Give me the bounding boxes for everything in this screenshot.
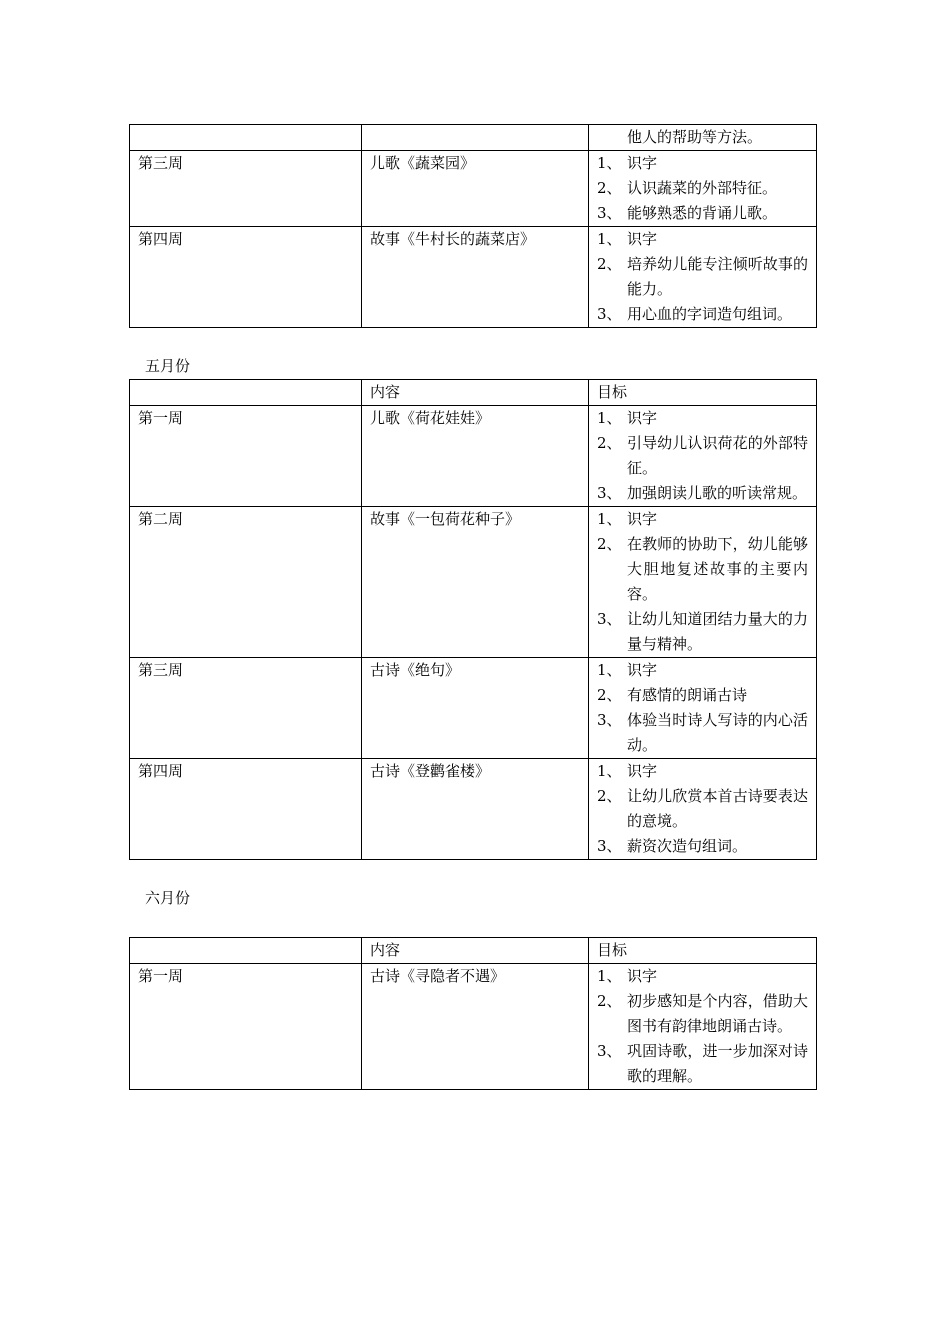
content-cell: 儿歌《荷花娃娃》 bbox=[362, 406, 589, 507]
goal-item bbox=[597, 532, 808, 607]
month-label-may: 五月份 bbox=[145, 357, 191, 375]
goal-text: 让幼儿欣赏本首古诗要表达的意境。 bbox=[627, 787, 808, 830]
goal-text: 识字 bbox=[627, 230, 658, 248]
table-row bbox=[130, 151, 817, 227]
goal-cell bbox=[589, 964, 817, 1090]
goal-number: 2、 bbox=[597, 535, 622, 553]
goal-text: 引导幼儿认识荷花的外部特征。 bbox=[627, 434, 808, 477]
goal-item bbox=[597, 176, 808, 201]
goal-number: 2、 bbox=[597, 255, 622, 273]
goal-number: 2、 bbox=[597, 992, 622, 1010]
goal-item bbox=[597, 989, 808, 1039]
week-cell: 第四周 bbox=[130, 759, 362, 860]
content-cell bbox=[362, 125, 589, 151]
week-cell: 第四周 bbox=[130, 227, 362, 328]
goal-item bbox=[597, 507, 808, 532]
header-content: 内容 bbox=[362, 938, 589, 964]
week-cell bbox=[130, 125, 362, 151]
header-week bbox=[130, 938, 362, 964]
content-cell: 故事《牛村长的蔬菜店》 bbox=[362, 227, 589, 328]
goal-number: 1、 bbox=[597, 661, 622, 679]
goal-number: 3、 bbox=[597, 484, 622, 502]
goal-text: 识字 bbox=[627, 967, 658, 985]
goal-text: 让幼儿知道团结力量大的力量与精神。 bbox=[627, 610, 808, 653]
content-cell: 儿歌《蔬菜园》 bbox=[362, 151, 589, 227]
goal-item bbox=[597, 964, 808, 989]
goal-item bbox=[597, 759, 808, 784]
goal-item bbox=[597, 227, 808, 252]
goal-text: 加强朗读儿歌的听读常规。 bbox=[627, 484, 808, 502]
goal-number: 2、 bbox=[597, 434, 622, 452]
goal-text: 能够熟悉的背诵儿歌。 bbox=[627, 204, 778, 222]
goal-text: 识字 bbox=[627, 762, 658, 780]
table-row bbox=[130, 658, 817, 759]
content-cell: 古诗《寻隐者不遇》 bbox=[362, 964, 589, 1090]
header-week bbox=[130, 380, 362, 406]
table-row bbox=[130, 125, 817, 151]
goal-item bbox=[597, 252, 808, 302]
goal-cell bbox=[589, 227, 817, 328]
goal-item bbox=[597, 607, 808, 657]
goal-number: 3、 bbox=[597, 305, 622, 323]
week-cell: 第一周 bbox=[130, 406, 362, 507]
goal-item bbox=[597, 406, 808, 431]
table-header-row bbox=[130, 380, 817, 406]
goal-text: 有感情的朗诵古诗 bbox=[627, 686, 748, 704]
goal-text: 识字 bbox=[627, 154, 658, 172]
goal-number: 3、 bbox=[597, 204, 622, 222]
goal-number: 3、 bbox=[597, 1042, 622, 1060]
goal-number: 1、 bbox=[597, 409, 622, 427]
goal-text: 认识蔬菜的外部特征。 bbox=[627, 179, 778, 197]
goal-continuation: 他人的帮助等方法。 bbox=[627, 128, 763, 146]
goal-text: 识字 bbox=[627, 409, 658, 427]
goal-text: 薪资次造句组词。 bbox=[627, 837, 748, 855]
goal-cell bbox=[589, 406, 817, 507]
content-cell: 古诗《登鹳雀楼》 bbox=[362, 759, 589, 860]
table-row bbox=[130, 227, 817, 328]
content-cell: 故事《一包荷花种子》 bbox=[362, 507, 589, 658]
header-content: 内容 bbox=[362, 380, 589, 406]
goal-text: 识字 bbox=[627, 510, 658, 528]
goal-number: 2、 bbox=[597, 787, 622, 805]
goal-number: 3、 bbox=[597, 610, 622, 628]
goal-text: 体验当时诗人写诗的内心活动。 bbox=[627, 711, 808, 754]
week-cell: 第一周 bbox=[130, 964, 362, 1090]
goal-item bbox=[597, 151, 808, 176]
goal-number: 2、 bbox=[597, 179, 622, 197]
goal-item bbox=[597, 708, 808, 758]
goal-item bbox=[597, 302, 808, 327]
week-cell: 第三周 bbox=[130, 151, 362, 227]
goal-cell bbox=[589, 151, 817, 227]
goal-item bbox=[597, 834, 808, 859]
goal-cell bbox=[589, 507, 817, 658]
goal-item bbox=[597, 1039, 808, 1089]
april-schedule-table bbox=[129, 124, 817, 328]
goal-number: 1、 bbox=[597, 510, 622, 528]
table-row bbox=[130, 964, 817, 1090]
goal-number: 3、 bbox=[597, 837, 622, 855]
goal-number: 1、 bbox=[597, 154, 622, 172]
month-label-june: 六月份 bbox=[145, 889, 191, 907]
table-row bbox=[130, 759, 817, 860]
goal-cell bbox=[589, 759, 817, 860]
goal-cell bbox=[589, 125, 817, 151]
goal-number: 1、 bbox=[597, 230, 622, 248]
document-page bbox=[129, 124, 816, 1090]
goal-item bbox=[597, 431, 808, 481]
content-cell: 古诗《绝句》 bbox=[362, 658, 589, 759]
goal-text: 用心血的字词造句组词。 bbox=[627, 305, 793, 323]
june-schedule-table bbox=[129, 937, 817, 1090]
week-cell: 第三周 bbox=[130, 658, 362, 759]
header-goal: 目标 bbox=[589, 938, 817, 964]
goal-text: 识字 bbox=[627, 661, 658, 679]
goal-item bbox=[597, 658, 808, 683]
goal-item bbox=[597, 201, 808, 226]
table-header-row bbox=[130, 938, 817, 964]
table-row bbox=[130, 507, 817, 658]
header-goal: 目标 bbox=[589, 380, 817, 406]
goal-number: 2、 bbox=[597, 686, 622, 704]
week-cell: 第二周 bbox=[130, 507, 362, 658]
goal-cell bbox=[589, 658, 817, 759]
goal-text: 巩固诗歌，进一步加深对诗歌的理解。 bbox=[627, 1042, 808, 1085]
goal-text: 培养幼儿能专注倾听故事的能力。 bbox=[627, 255, 808, 298]
goal-number: 3、 bbox=[597, 711, 622, 729]
goal-item bbox=[597, 683, 808, 708]
goal-item bbox=[597, 784, 808, 834]
table-row bbox=[130, 406, 817, 507]
may-schedule-table bbox=[129, 379, 817, 860]
goal-item bbox=[597, 481, 808, 506]
goal-number: 1、 bbox=[597, 967, 622, 985]
goal-text: 在教师的协助下，幼儿能够大胆地复述故事的主要内容。 bbox=[627, 535, 808, 603]
goal-text: 初步感知是个内容，借助大图书有韵律地朗诵古诗。 bbox=[627, 992, 808, 1035]
goal-number: 1、 bbox=[597, 762, 622, 780]
